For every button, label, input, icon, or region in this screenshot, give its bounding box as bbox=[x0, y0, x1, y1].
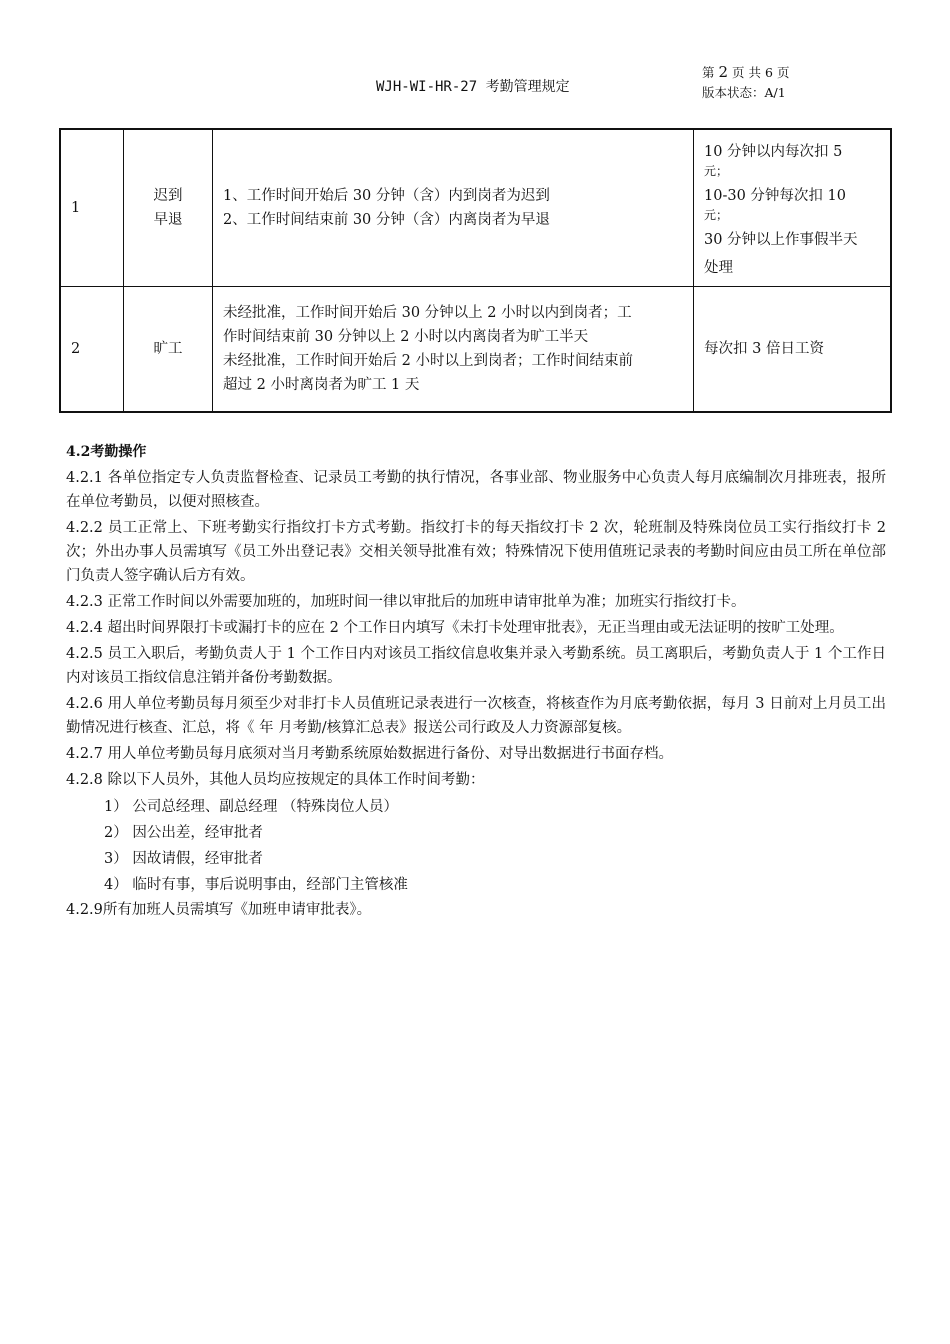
page-suffix: 页 bbox=[776, 65, 790, 80]
rule-line: 未经批准，工作时间开始后 2 小时以上到岗者；工作时间结束前 bbox=[223, 353, 633, 369]
rule-description bbox=[213, 287, 694, 413]
clause: 4.2.7 用人单位考勤员每月底须对当月考勤系统原始数据进行备份、对导出数据进行书面存档。 bbox=[66, 746, 673, 762]
clause: 4.2.5 员工入职后，考勤负责人于 1 个工作日内对该员工指纹信息收集并录入考勤系统。员工离职后，考勤负责人于 1 个工作日内对该员工指纹信息注销并备份考勤数据。 bbox=[66, 646, 886, 686]
page-number bbox=[702, 62, 789, 83]
section-heading: 4.2考勤操作 bbox=[66, 444, 147, 460]
penalty-line: 元； bbox=[704, 208, 729, 222]
rule-line: 2、工作时间结束前 30 分钟（含）内离岗者为早退 bbox=[223, 212, 550, 228]
table-row bbox=[60, 287, 891, 413]
type-line: 迟到 bbox=[153, 188, 183, 204]
version-status: 版本状态：A/1 bbox=[702, 85, 786, 100]
exemption-list bbox=[66, 794, 886, 898]
clause: 4.2.2 员工正常上、下班考勤实行指纹打卡方式考勤。指纹打卡的每天指纹打卡 2 次，轮班制及特殊岗位员工实行指纹打卡 2 次；外出办事人员需填写《员工外出登记表》交相关领导批准有效；特殊情况下使用值班记录表的考勤时间应由员工所在单位部门负责人签字确认后方有效。 bbox=[66, 520, 886, 584]
list-item: 4） 临时有事，事后说明事由，经部门主管核准 bbox=[104, 877, 408, 893]
clause: 4.2.4 超出时间界限打卡或漏打卡的应在 2 个工作日内填写《未打卡处理审批表》，无正当理由或无法证明的按旷工处理。 bbox=[66, 620, 844, 636]
rule-line: 1、工作时间开始后 30 分钟（含）内到岗者为迟到 bbox=[223, 188, 550, 204]
rule-line: 作时间结束前 30 分钟以上 2 小时以内离岗者为旷工半天 bbox=[223, 329, 589, 345]
current-page: 2 bbox=[718, 63, 729, 81]
clause: 4.2.6 用人单位考勤员每月须至少对非打卡人员值班记录表进行一次核查，将核查作为月底考勤依据，每月 3 日前对上月员工出勤情况进行核查、汇总，将《 年 月考勤/核算汇总表》报送公司行政及人力资源部复核。 bbox=[66, 696, 886, 736]
penalty-line: 30 分钟以上作事假半天 bbox=[704, 232, 858, 248]
penalty-line: 10-30 分钟每次扣 10 bbox=[704, 188, 846, 204]
row-number: 1 bbox=[60, 129, 124, 287]
penalty-line: 元； bbox=[704, 164, 729, 178]
row-number: 2 bbox=[60, 287, 124, 413]
rule-description bbox=[213, 129, 694, 287]
violation-type bbox=[124, 129, 213, 287]
penalty-line: 10 分钟以内每次扣 5 bbox=[704, 144, 843, 160]
rule-line: 超过 2 小时离岗者为旷工 1 天 bbox=[223, 377, 420, 393]
penalty-description bbox=[694, 129, 892, 287]
attendance-penalty-table bbox=[59, 128, 892, 413]
table-row bbox=[60, 129, 891, 287]
clause: 4.2.1 各单位指定专人负责监督检查、记录员工考勤的执行情况，各事业部、物业服务中心负责人每月底编制次月排班表，报所在单位考勤员，以便对照核查。 bbox=[66, 470, 886, 510]
type-line: 早退 bbox=[153, 212, 183, 228]
clause: 4.2.9所有加班人员需填写《加班申请审批表》。 bbox=[66, 902, 372, 918]
attendance-operation-section bbox=[66, 440, 886, 924]
penalty-description: 每次扣 3 倍日工资 bbox=[694, 287, 892, 413]
page-prefix: 第 bbox=[702, 65, 715, 80]
total-pages: 6 bbox=[765, 65, 773, 80]
clause: 4.2.3 正常工作时间以外需要加班的，加班时间一律以审批后的加班申请审批单为准；加班实行指纹打卡。 bbox=[66, 594, 746, 610]
clause: 4.2.8 除以下人员外，其他人员均应按规定的具体工作时间考勤： bbox=[66, 772, 485, 788]
page-info bbox=[702, 62, 789, 103]
page-mid: 页 共 bbox=[732, 65, 762, 80]
list-item: 3） 因故请假，经审批者 bbox=[104, 851, 263, 867]
list-item: 2） 因公出差，经审批者 bbox=[104, 825, 263, 841]
penalty-line: 处理 bbox=[704, 260, 733, 276]
list-item: 1） 公司总经理、副总经理 （特殊岗位人员） bbox=[104, 799, 398, 815]
violation-type: 旷工 bbox=[124, 287, 213, 413]
rule-line: 未经批准，工作时间开始后 30 分钟以上 2 小时以内到岗者；工 bbox=[223, 305, 632, 321]
document-title: WJH-WI-HR-27 考勤管理规定 bbox=[376, 79, 570, 95]
